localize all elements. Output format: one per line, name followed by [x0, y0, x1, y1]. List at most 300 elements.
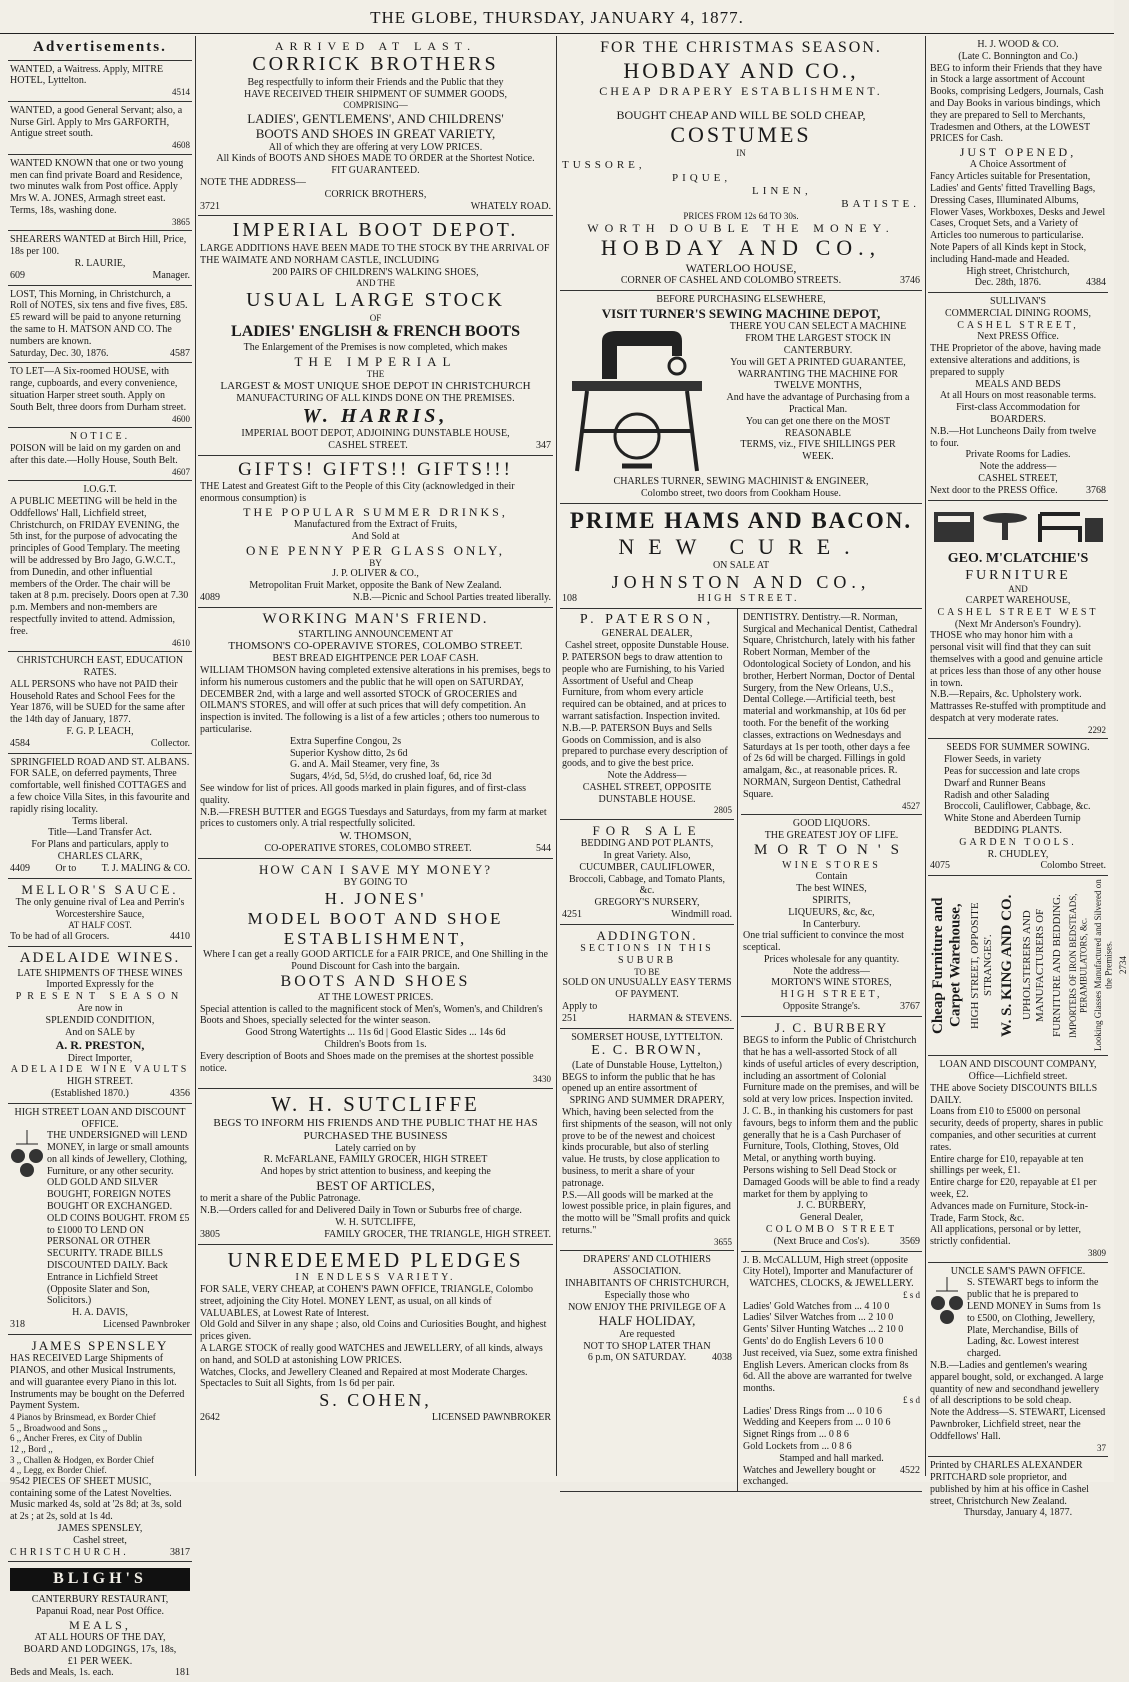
ad-text: BEGS TO INFORM HIS FRIENDS AND THE PUBLIC THAT HE HAS PURCHASED THE BUSINESS — [213, 1116, 538, 1142]
ad-text: CASHEL STREET. — [328, 439, 408, 451]
ad-text: TO BE — [634, 966, 660, 977]
ad-text: WEEK. — [802, 451, 834, 463]
ad-title: Cheap Furniture and Carpet Warehouse, — [930, 897, 964, 1034]
ad-title: FOR SALE — [592, 822, 702, 838]
ad-chudley-seeds — [928, 739, 1108, 876]
furniture-illustration-icon — [930, 504, 1106, 548]
ad-text: JUST OPENED, — [959, 145, 1077, 160]
ad-text: You will GET A PRINTED GUARANTEE, — [730, 356, 906, 368]
ad-number: 4608 — [172, 140, 190, 151]
ad-text: HIGH STREET, — [780, 989, 883, 1001]
ad-text: TO LET—A Six-roomed HOUSE, with range, cupboards, and every convenience, situation Harper street south. Apply on South Belt, three doors from Durham street. — [10, 366, 187, 413]
list-item: Ladies' Dress Rings from ... 0 10 6 — [743, 1405, 883, 1417]
ad-board-residence — [8, 155, 192, 232]
ad-title: WORKING MAN'S FRIEND. — [262, 610, 489, 627]
ad-text: (Late C. Bonnington and Co.) — [958, 50, 1078, 62]
masthead: THE GLOBE, THURSDAY, JANUARY 4, 1877. — [0, 4, 1114, 34]
sewing-machine-icon — [562, 321, 712, 476]
ad-text: BOOTS AND SHOES IN GREAT VARIETY, — [255, 126, 496, 142]
section-title: Advertisements. — [8, 36, 192, 61]
ad-unredeemed-pledges — [198, 1245, 553, 1427]
ad-text: And on SALE by — [65, 1026, 135, 1038]
ad-text: OF — [369, 312, 382, 323]
ad-signature: H. A. DAVIS, — [72, 1307, 128, 1319]
ad-text: J. C. B., in thanking his customers for past favours, begs to inform them and the public generally that he is a Cash Purchaser of Furniture, Tools, Clothing, Stoves, Old Metal, or anything worth buying. — [743, 1105, 918, 1165]
ad-text: OF PAYMENT. — [615, 989, 679, 1001]
ad-text: BEDDING PLANTS. — [974, 825, 1062, 837]
ad-title: GEO. M'CLATCHIE'S — [947, 551, 1089, 567]
ad-text: FOR SALE, VERY CHEAP, at COHEN'S PAWN OFFICE, TRIANGLE, Colombo street, adjoining the City Hotel. MONEY LENT, as usual, on all kinds of VALUABLES, at Lowest Rate of Interest. — [200, 1284, 533, 1319]
ad-title: UNCLE SAM'S PAWN OFFICE. — [950, 1265, 1086, 1277]
ad-text: H. JONES' — [324, 889, 427, 909]
ad-text: One trial sufficient to convince the most sceptical. — [743, 930, 904, 954]
ad-text: FROM THE LARGEST STOCK IN — [745, 333, 891, 345]
ad-text: CANTERBURY RESTAURANT, — [31, 1594, 169, 1606]
ad-text: High street, Christchurch, — [966, 265, 1070, 277]
ad-iogt — [8, 481, 192, 652]
ad-text: DENTISTRY. Dentistry.—R. Norman, Surgical and Mechanical Dentist, Cathedral Square, Christchurch, lately with his father Robert Norman, Member of the Odontological Society of London, and his brother, Herbert Norman, Doctor of Dental Surgery, from the New Orleans, U.S., Dental College.—Artificial teeth, best material and workmanship, at 10s 6d per tooth. For the benefit of the working classes, extractions on Wednesdays and Saturdays at 1s per tooth, other days a fee of 2s 6d will be charged. Fillings in gold amalgam, &c., at reasonable prices. R. NORMAN, Surgeon Dentist, Cathedral Square. — [743, 611, 918, 800]
ad-text: THOMSON'S CO-OPERAVIVE STORES, COLOMBO STREET. — [228, 640, 523, 653]
ad-text: Note Papers of all Kinds kept in Stock, including Hand-made and Headed. — [930, 241, 1087, 265]
ad-h-jones — [198, 859, 553, 1089]
ad-text: NEW CURE. — [618, 534, 864, 560]
ad-text: Beg respectfully to inform their Friends and the Public that they — [247, 76, 504, 88]
ad-number: 4075 — [930, 860, 950, 872]
ad-text: Every description of Boots and Shoes made on the premises at the shortest possible notice. — [200, 1050, 534, 1074]
ad-lost-notes — [8, 286, 192, 364]
ad-number: 3430 — [533, 1074, 551, 1085]
ad-text: 6 p.m, ON SATURDAY. — [587, 1352, 687, 1364]
ad-notice — [8, 428, 192, 481]
ad-title: P. PATERSON, — [579, 611, 715, 627]
ad-number: 4409 — [10, 862, 30, 874]
list-item: Wedding and Keepers from ... 0 10 6 — [743, 1417, 891, 1429]
ad-text: Are requested — [619, 1328, 675, 1340]
ad-signature: CORRICK BROTHERS, — [324, 188, 427, 200]
ad-text: SPIRITS, — [812, 894, 851, 906]
ad-number: 3768 — [1086, 484, 1106, 496]
ad-text: BOARD AND LODGINGS, 17s, 18s, — [23, 1643, 177, 1655]
ad-text: Note the Address—S. STEWART, Licensed Pawnbroker, Lichfield street, near the Oddfellows' Hall. — [930, 1407, 1106, 1442]
ad-text: Watches, Clocks, and Jewellery Cleaned and Repaired at most Moderate Charges. Spectacles to Suit all Sights, from 1s 6d per pair. — [200, 1366, 528, 1390]
ad-text: THE Proprietor of the above, having made extensive alterations and additions, is prepared to supply — [930, 343, 1101, 378]
list-item: PIQUE, — [672, 171, 732, 184]
list-item: 4 ,, Legg, ex Border Chief. — [10, 1465, 107, 1476]
ad-number: 4038 — [712, 1352, 732, 1364]
ad-text: CO-OPERATIVE STORES, COLOMBO STREET. — [264, 843, 472, 855]
column-4 — [928, 36, 1129, 1519]
ad-text: Cashel street, opposite Dunstable House. — [565, 640, 729, 652]
ad-text: COSTUMES — [670, 122, 812, 148]
ad-text: Broccoli, Cabbage, and Tomato Plants, &c. — [568, 873, 726, 897]
ad-signature: R. LAURIE, — [74, 258, 126, 270]
ad-number: 3865 — [172, 216, 190, 227]
ad-text: Imported Expressly for the — [46, 979, 154, 991]
ad-text: And have the advantage of Purchasing from a Practical Man. — [726, 392, 910, 415]
ad-text: NOT TO SHOP LATER THAN — [583, 1340, 711, 1352]
ad-number: 3569 — [900, 1235, 920, 1247]
ad-number: 4251 — [562, 909, 582, 921]
ad-number: 4356 — [170, 1087, 190, 1099]
ad-text: CHRISTCHURCH. — [10, 1546, 129, 1558]
ad-text: The best WINES, — [796, 883, 867, 895]
ad-number: 3805 — [200, 1228, 220, 1240]
ad-text: THE — [366, 369, 385, 380]
list-item: BATISTE. — [841, 197, 920, 210]
ad-text: Note the address— — [979, 461, 1057, 473]
list-item: Peas for succession and late crops — [944, 766, 1080, 778]
ad-text: Manufactured from the Extract of Fruits, — [293, 518, 458, 530]
fabric-list — [562, 159, 920, 211]
ad-text: AND THE — [355, 278, 396, 289]
ad-text: STARTLING ANNOUNCEMENT AT — [298, 628, 453, 640]
ad-text: (Established 1870.) — [51, 1087, 129, 1099]
ad-text: Good Strong Watertights ... 11s 6d | Good Elastic Sides ... 14s 6d — [245, 1027, 506, 1039]
ad-dentistry — [741, 609, 922, 815]
ad-title: DRAPERS' AND CLOTHIERS ASSOCIATION. — [583, 1254, 711, 1278]
ad-title: LOAN AND DISCOUNT COMPANY, — [939, 1059, 1097, 1071]
ad-text: And hopes by strict attention to business, and keeping the — [260, 1166, 491, 1178]
ad-text: Next PRESS Office. — [977, 331, 1059, 343]
ad-text: £1 PER WEEK. — [67, 1655, 133, 1667]
ad-text: N.B.—Repairs, &c. Upholstery work. Mattrasses Re-stuffed with promptitude and despatch at very moderate rates. — [930, 689, 1106, 725]
ad-addington — [560, 925, 734, 1029]
ad-text: MODEL BOOT AND SHOE — [247, 909, 504, 929]
ad-text: S. STEWART begs to inform the public that he is prepared to LEND MONEY in Sums from 1s to £500, on Clothing, Jewellery, Plate, Merchandise, Bills of Lading, &c. Lowest interest charged. — [967, 1277, 1101, 1360]
ad-text: ON SALE AT — [712, 560, 770, 572]
list-item: Gold Lockets from ... 0 8 6 — [743, 1440, 852, 1452]
ad-text: GREGORY'S NURSERY, — [594, 897, 700, 909]
ad-text: SOLD ON UNUSUALLY EASY TERMS — [562, 977, 732, 989]
ad-number: 4607 — [172, 466, 190, 477]
ad-text: Loans from £10 to £5000 on personal security, deeds of property, shares in public companies, and other securities at current rates. — [930, 1106, 1104, 1153]
ad-text: JOHNSTON AND CO., — [611, 571, 871, 592]
ad-title: SEEDS FOR SUMMER SOWING. — [946, 742, 1090, 754]
ad-text: In great Variety. Also, — [603, 850, 691, 862]
ad-text: General Dealer, — [800, 1212, 863, 1224]
ad-text: CHEAP DRAPERY ESTABLISHMENT. — [599, 83, 883, 98]
ad-text: N.B.—Hot Luncheons Daily from twelve to four. — [930, 425, 1097, 449]
list-item: 3 ,, Challen & Hodgen, ex Border Chief — [10, 1454, 154, 1465]
ad-text: SPRING AND SUMMER DRAPERY, — [569, 1095, 725, 1107]
ad-signature: A. R. PRESTON, — [55, 1038, 145, 1053]
list-item: TUSSORE, — [562, 158, 646, 171]
ad-number: 2805 — [714, 805, 732, 816]
ad-text: IMPORTERS OF IRON BEDSTEADS, PERAMBULATORS, &c. — [1067, 893, 1089, 1038]
ad-text: Terms liberal. — [72, 815, 128, 827]
sub-column-right — [738, 609, 922, 1491]
ad-heading: HIGH STREET LOAN AND DISCOUNT OFFICE. — [14, 1106, 186, 1130]
ad-text: ADELAIDE WINE VAULTS — [10, 1064, 190, 1076]
ad-text: MORTON'S WINE STORES, — [771, 977, 892, 989]
column-3 — [560, 36, 922, 1488]
ad-text: CARPET WAREHOUSE, — [965, 595, 1071, 607]
ad-mccallum — [741, 1252, 922, 1492]
ad-number: 4089 — [200, 592, 220, 604]
printer-imprint — [928, 1457, 1108, 1522]
ad-text: AND — [1008, 584, 1028, 595]
ad-text: Apply to — [562, 1000, 598, 1012]
ad-number: 3809 — [1088, 1247, 1106, 1258]
ad-heading: SPRINGFIELD ROAD AND ST. ALBANS. — [10, 756, 190, 768]
ad-text: GARDEN TOOLS. — [959, 836, 1077, 848]
ad-text: HIGH STREET. — [67, 1076, 133, 1088]
ad-text: IN ENDLESS VARIETY. — [295, 1272, 456, 1284]
ad-text: Are now in — [77, 1002, 123, 1014]
ad-number: 4527 — [902, 800, 920, 811]
ad-text: COLOMBO STREET — [765, 1223, 898, 1235]
ad-number: 347 — [536, 439, 551, 451]
ad-number: 37 — [1097, 1442, 1106, 1453]
ad-text: Colombo Street. — [1040, 860, 1106, 872]
pawnbroker-balls-icon — [10, 1130, 44, 1180]
ad-number: 4600 — [172, 413, 190, 424]
ad-number: 2642 — [200, 1411, 220, 1423]
ad-text: POISON will be laid on my garden on and after this date.—Holly House, South Belt. — [10, 443, 181, 466]
ad-title: UNREDEEMED PLEDGES — [227, 1247, 524, 1272]
ad-signature: JAMES SPENSLEY, — [57, 1523, 143, 1534]
ad-number: 2734 — [1118, 956, 1129, 975]
ad-hj-wood — [928, 36, 1108, 293]
ad-text: MEALS, — [69, 1617, 131, 1632]
ad-text: LARGEST & MOST UNIQUE SHOE DEPOT IN CHRISTCHURCH — [220, 379, 531, 392]
ad-text: 200 PAIRS OF CHILDREN'S WALKING SHOES, — [272, 266, 479, 278]
ad-text: N.B.—FRESH BUTTER and EGGS Tuesdays and Saturdays, from my farm at market prices to customers only. A trial respectfully solicited. — [200, 806, 547, 830]
list-item: Dwarf and Runner Beans — [944, 777, 1046, 789]
ad-text: Stamped and hall marked. — [779, 1452, 884, 1464]
ad-text: Note the address— — [793, 965, 870, 977]
ad-text: WORTH DOUBLE THE MONEY. — [587, 221, 895, 236]
ad-text: THE IMPERIAL — [294, 353, 457, 369]
ad-text: PRESENT SEASON — [15, 991, 185, 1003]
ad-role: Licensed Pawnbroker — [103, 1319, 190, 1331]
ad-title: W. H. SUTCLIFFE — [271, 1091, 480, 1116]
ad-text: Special attention is called to the magnificent stock of Men's, Women's, and Children's Boots and Shoes, specially selected for the winter season. — [200, 1003, 543, 1027]
ad-text: to merit a share of the Public Patronage. — [200, 1193, 361, 1205]
ad-title: SULLIVAN'S — [989, 296, 1047, 308]
ad-title: IMPERIAL BOOT DEPOT. — [232, 219, 519, 242]
ad-text: Direct Importer, — [67, 1052, 133, 1064]
ad-sullivans — [928, 293, 1108, 501]
column-1 — [8, 36, 192, 1679]
ad-text: (Next Bruce and Cos's). — [773, 1235, 870, 1247]
ad-text: First-class Accommodation for BOARDERS. — [956, 402, 1080, 426]
ad-text: BOOTS AND SHOES — [280, 972, 471, 990]
ad-text: BEGS to inform the public that he has opened up an entire assortment of — [562, 1071, 716, 1095]
ad-ws-king — [928, 876, 1129, 1056]
ad-signature: W. H. SUTCLIFFE, — [335, 1216, 416, 1228]
ad-number: 318 — [10, 1319, 25, 1331]
ad-text: Advances made on Furniture, Stock-in-Trade, Farm Stock, &c. — [930, 1200, 1089, 1224]
ad-text: P. PATERSON begs to draw attention to people who are Furnishing, to his Varied Assortment of Useful and Cheap Furniture, from whom every article required can be obtained, and at prices to warrant satisfaction. Inspection invited. — [562, 651, 727, 722]
ad-text: CASHEL STREET, — [957, 319, 1079, 331]
ad-text: BEST BREAD EIGHTPENCE PER LOAF CASH. — [272, 653, 479, 665]
ad-text: WILLIAM THOMSON having completed extensive alterations in his premises, begs to inform his numerous customers and the public that he will open on SATURDAY, DECEMBER 2nd, with a large and well assorted STOCK of GROCERIES and OILMAN'S STORES, and will offer at such prices that will defy competition. An inspection is invited. The following is a list of a few articles ; others too numerous to particularise. — [200, 665, 551, 736]
ad-text: LICENSED PAWNBROKER — [431, 1411, 551, 1423]
ad-text: See window for list of prices. All goods marked in plain figures, and of first-class quality. — [200, 783, 527, 806]
ad-text: WANTED, a good General Servant; also, a Nurse Girl. Apply to Mrs GARFORTH, Antigue street south. — [10, 104, 183, 140]
ad-text: PRICES FROM 12s 6d TO 30s. — [683, 210, 799, 221]
ad-heading: FOR THE CHRISTMAS SEASON. — [600, 39, 882, 56]
ad-text: BEST OF ARTICLES, — [316, 1178, 435, 1194]
ad-title: GIFTS! GIFTS!! GIFTS!!! — [238, 458, 513, 480]
ad-heading: ARRIVED AT LAST. — [274, 39, 477, 53]
ad-heading: THE GREATEST JOY OF LIFE. — [764, 830, 899, 842]
ad-text: Private Rooms for Ladies. — [965, 449, 1071, 461]
ad-text: (Late of Dunstable House, Lyttelton,) — [572, 1059, 722, 1071]
ad-text: £ s d — [902, 1394, 920, 1405]
column-rule — [925, 36, 926, 1476]
list-item: Signet Rings from ... 0 8 6 — [743, 1429, 849, 1441]
ad-heading: ADELAIDE WINES. — [19, 949, 181, 966]
ad-text: A LARGE STOCK of really good WATCHES and JEWELLERY, of all kinds, always on hand, and SOLD at astonishing LOW PRICES. — [200, 1343, 543, 1366]
ad-text: N.B.—Picnic and School Parties treated liberally. — [352, 592, 551, 604]
ad-text: Which, having been selected from the first shipments of the season, will not only prove to be of the newest and choicest kinds procurable, but also of sterling value. He trusts, by close application to business, to merit a share of your patronage. — [562, 1107, 732, 1189]
ad-text: J. B. McCALLUM, High street (opposite City Hotel), Importer and Manufacturer of — [743, 1254, 913, 1278]
ad-text: All of which they are offering at very LOW PRICES. — [268, 141, 483, 153]
ad-number: 4584 — [10, 737, 30, 749]
ad-text: AT THE LOWEST PRICES. — [317, 991, 434, 1003]
ad-turner-sewing — [560, 291, 922, 504]
ad-heading: SOMERSET HOUSE, LYTTELTON. — [571, 1031, 723, 1043]
ad-text: LADIES', GENTLEMENS', AND CHILDRENS' — [247, 110, 504, 126]
ad-drapers-association — [560, 1251, 734, 1367]
ad-number: 3655 — [714, 1236, 732, 1247]
ad-text: BEG to inform their Friends that they have in Stock a large assortment of Account Books, comprising Ledgers, Journals, Cash and Day Books in various bindings, which they are prepared to Sell to Merchants, Tradesmen and Others, at the LOWEST PRICES for Cash. — [930, 62, 1104, 145]
ad-text: LOST, This Morning, in Christchurch, a Roll of NOTES, six tens and five fives, £85. £5 reward will be paid to anyone returning the same to H. MATSON AND CO. The numbers are known. — [10, 288, 188, 347]
pawnbroker-balls-icon — [930, 1277, 964, 1327]
ad-text: To be had of all Grocers. — [10, 931, 110, 943]
ad-text: In Canterbury. — [802, 918, 861, 930]
ad-text: WANTED, a Waitress. Apply, MITRE HOTEL, Lyttelton. — [10, 63, 164, 87]
ad-number: 3767 — [900, 1001, 920, 1013]
ad-date: Dec. 28th, 1876. — [974, 277, 1042, 289]
ad-signature: HARMAN & STEVENS. — [628, 1012, 732, 1024]
ad-text: Children's Boots from 1s. — [324, 1038, 427, 1050]
ad-text: INHABITANTS OF CHRISTCHURCH, — [565, 1278, 729, 1290]
ad-text: HALF HOLIDAY, — [598, 1313, 696, 1329]
ad-text: BEGS to inform the Public of Christchurch that he has a well-assorted Stock of all kinds of useful articles of every description, including an assortment of Colonial Furniture made on the premises, and will be sold at very low prices. Inspection invited. — [743, 1035, 920, 1106]
list-item: Radish and other Salading — [944, 789, 1050, 801]
ad-signature: F. G. P. LEACH, — [66, 726, 134, 737]
list-item: 6 ,, Ancher Freres, ex City of Dublin — [10, 1433, 142, 1444]
ad-paterson — [560, 609, 734, 820]
ad-text: Printed by CHARLES ALEXANDER PRITCHARD sole proprietor, and published by him at his office in Cashel street, Christchurch New Zealand. — [930, 1460, 1089, 1507]
ad-gregory-nursery — [560, 820, 734, 925]
ad-text: Old Gold and Silver in any shape ; also, old Coins and Curiosities Bought, and highest prices given. — [200, 1319, 547, 1343]
ad-text: All applications, personal or by letter, strictly confidential. — [930, 1224, 1081, 1248]
ad-text: A PUBLIC MEETING will be held in the Oddfellows' Hall, Lichfield street, Christchurch, on FRIDAY EVENING, the 5th inst, for the purpose of advocating the principles of Good Templary. The meeting will be addressed by Bro Jago, G.W.C.T., from Dunedin, and other influential members of the Order. The chair will be taken at 8 p.m. precisely. Doors open at 7.30 p.m. Members and non-members are respectfully invited to attend. Admission, free. — [10, 496, 189, 637]
ad-title: ADDINGTON. — [596, 927, 698, 943]
ad-text: SHEARERS WANTED at Birch Hill, Price, 18s per 100. — [10, 234, 187, 258]
ad-text: FOR SALE, on deferred payments, Three comfortable, well finished COTTAGES and a few choice Villa Sites, in this favourite and rapidly rising locality. — [10, 768, 190, 815]
ad-text: Beds and Meals, 1s. each. — [10, 1667, 114, 1679]
ad-shearers — [8, 231, 192, 285]
ad-title: VISIT TURNER'S SEWING MACHINE DEPOT, — [601, 306, 881, 322]
list-item: 5 ,, Broadwood and Sons ,, — [10, 1422, 108, 1433]
ad-mellors-sauce — [8, 879, 192, 947]
ad-text: CASHEL STREET, — [978, 473, 1058, 485]
ad-spensley — [8, 1335, 192, 1563]
ad-text: Title—Land Transfer Act. — [48, 827, 152, 839]
ad-text: Persons wishing to Sell Dead Stock or Damaged Goods will be able to find a ready market for them by applying to — [743, 1164, 920, 1200]
ad-text: P.S.—All goods will be marked at the lowest possible price, in plain figures, and the motto will be "Small profits and quick returns." — [562, 1189, 731, 1237]
ad-title: HOW CAN I SAVE MY MONEY? — [258, 862, 492, 877]
ad-mortons-wine — [741, 815, 922, 1017]
ad-text: ALL PERSONS who have not PAID their Household Rates and School Fees for the Year 1876, will be SUED for the same after the 14th day of January, 1877. — [10, 678, 185, 726]
ad-heading: JAMES SPENSLEY — [31, 1337, 169, 1353]
ad-text: NOTE THE ADDRESS— — [200, 177, 306, 188]
ad-text: WATERLOO HOUSE, — [685, 261, 797, 276]
ad-text: WHATELY ROAD. — [470, 200, 551, 212]
ad-number: 3721 — [200, 200, 220, 212]
ad-hobday — [560, 36, 922, 291]
ad-text: Contain — [815, 871, 848, 883]
list-item: White Stone and Aberdeen Turnip — [944, 813, 1081, 825]
ad-text: Fancy Articles suitable for Presentation, Ladies' and Gents' fitted Travelling Bags, Dressing Cases, Illuminated Albums, Flower Vases, Workboxes, Desks and Jewel Cases, Croquet Sets, and a Variety of Articles too numerous to particularise. — [930, 171, 1106, 242]
column-2 — [198, 36, 553, 1480]
list-item: Ladies' Silver Watches from ... 2 10 0 — [743, 1312, 894, 1324]
ad-number: 609 — [10, 269, 25, 281]
ad-number: 4610 — [172, 637, 190, 648]
ad-number: 3817 — [170, 1546, 190, 1558]
ad-adelaide-wines — [8, 947, 192, 1104]
ad-title: H. J. WOOD & CO. — [977, 39, 1059, 50]
sub-column-left — [560, 609, 738, 1491]
ad-role: Manager. — [152, 269, 190, 281]
ad-text: MEALS AND BEDS — [975, 378, 1061, 390]
ad-text: GENERAL DEALER, — [601, 628, 693, 640]
seed-list — [930, 754, 1106, 825]
list-item: LINEN, — [752, 184, 812, 197]
two-column-block — [560, 609, 922, 1492]
ad-text: Just received, via Suez, some extra finished English Levers. American clocks from 8s 6d. All the above are warranted for twelve months. — [743, 1347, 918, 1395]
ad-text: ONE PENNY PER GLASS ONLY, — [246, 542, 505, 558]
ad-text: Prices wholesale for any quantity. — [763, 953, 900, 965]
ad-text: CANTERBURY. — [783, 344, 853, 356]
ad-text: THE Latest and Greatest Gift to the People of this City (acknowledged in their enormous consumption) is — [200, 481, 515, 504]
ad-text: UPHOLSTERERS AND MANUFACTURERS OF — [1021, 909, 1046, 1023]
ad-text: USUAL LARGE STOCK — [246, 288, 505, 311]
ad-number: 2292 — [1088, 724, 1106, 735]
ad-text: HAS RECEIVED Large Shipments of PIANOS, and other Musical Instruments, and will guarantee every Piano in this lot. Instruments may be bought on the Deferred Payment System. — [10, 1353, 185, 1412]
ad-title: MORTON'S — [754, 841, 909, 858]
column-rule — [556, 36, 557, 1476]
ad-text: COMPRISING— — [343, 100, 408, 111]
ad-title: W. S. KING AND CO. — [999, 894, 1016, 1037]
ad-text: FURNITURE — [965, 567, 1071, 583]
list-item: Extra Superfine Congou, 2s — [290, 735, 402, 747]
ad-text: WARRANTING THE MACHINE FOR — [737, 368, 899, 380]
ad-text: All Kinds of BOOTS AND SHOES MADE TO ORDER at the Shortest Notice. — [216, 153, 535, 165]
ad-text: For Plans and particulars, apply to — [31, 839, 169, 851]
ad-title: HOBDAY AND CO., — [623, 57, 859, 83]
ad-text: Metropolitan Fruit Market, opposite the Bank of New Zealand. — [249, 580, 502, 592]
ad-text: Office—Lichfield street. — [968, 1071, 1068, 1083]
ad-to-let — [8, 363, 192, 428]
ad-text: FURNITURE AND BEDDING. — [1050, 894, 1063, 1038]
ad-text: Especially those who — [604, 1289, 690, 1301]
ad-text: THERE YOU CAN SELECT A MACHINE — [729, 321, 907, 333]
price-list — [200, 736, 551, 783]
ad-text: Lately carried on by — [335, 1142, 416, 1154]
ad-text: And Sold at — [351, 530, 400, 542]
ad-text: HIGH STREET, OPPOSITE STRANGES'. — [969, 902, 995, 1030]
piano-list — [10, 1412, 190, 1476]
ad-text: BY GOING TO — [343, 877, 408, 889]
ad-date: Saturday, Dec. 30, 1876. — [10, 347, 109, 359]
ad-text: LADIES' ENGLISH & FRENCH BOOTS — [231, 323, 520, 341]
